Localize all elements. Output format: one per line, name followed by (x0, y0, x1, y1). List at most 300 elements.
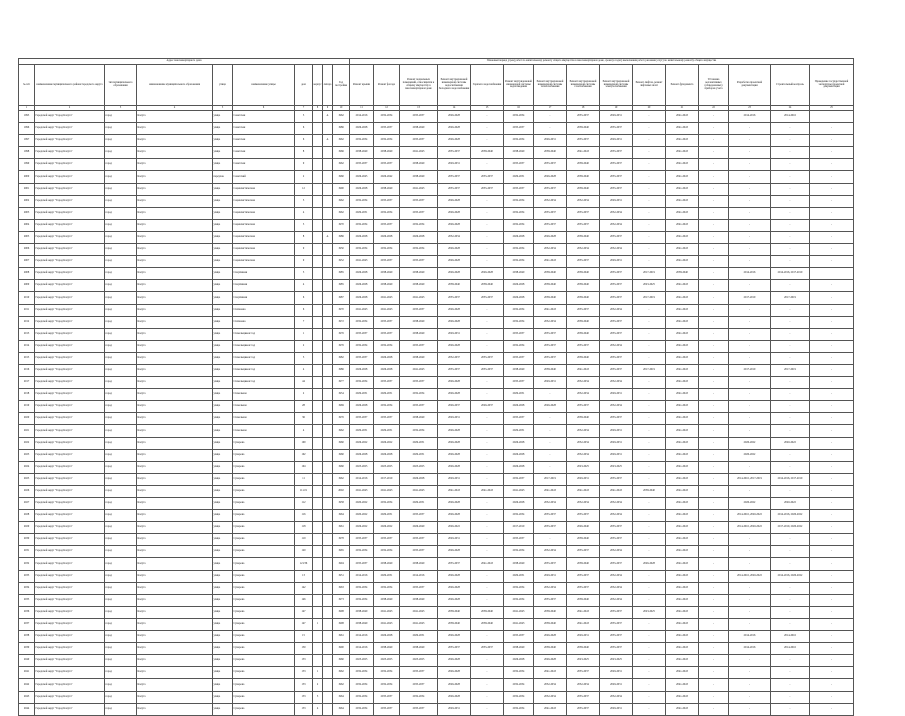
table-cell: 2038-2040 (400, 558, 438, 570)
table-cell: 2035-2037 (400, 582, 438, 594)
table-cell: 2035-2037 (567, 570, 600, 582)
table-cell: 2017-2019 (729, 364, 771, 376)
table-cell (323, 316, 333, 328)
table-cell: - (633, 147, 666, 159)
table-cell: - (471, 449, 504, 461)
table-cell: 111/21 (295, 485, 313, 497)
table-cell: - (471, 594, 504, 606)
table-cell: - (810, 655, 854, 667)
table-cell: 2041-2043 (374, 292, 400, 304)
column-header (137, 65, 213, 106)
table-cell: 2038-2040 (567, 594, 600, 606)
table-cell: Советский (233, 171, 295, 183)
table-cell: Советская (233, 111, 295, 123)
table-cell: - (471, 667, 504, 679)
table-cell: Городской округ "Город Калуга" (35, 195, 105, 207)
table-cell: 2032-2034 (600, 244, 633, 256)
table-cell: Калуга (137, 679, 213, 691)
table-cell: - (471, 703, 504, 715)
column-number: 1 (19, 106, 35, 111)
table-cell: Суворова (233, 618, 295, 630)
column-number: 18 (567, 106, 600, 111)
table-cell: Калуга (137, 389, 213, 401)
table-cell: 2035-2037 (400, 377, 438, 389)
table-cell: 2041-2043 (567, 147, 600, 159)
table-cell: 2035-2037 (438, 147, 471, 159)
table-cell: - (729, 304, 771, 316)
table-cell: 2026-2028 (633, 558, 666, 570)
table-cell: 1962 (333, 135, 350, 147)
table-cell: улица (213, 485, 233, 497)
table-cell: - (633, 195, 666, 207)
table-row (19, 328, 854, 340)
table-cell: 2035-2037 (504, 183, 534, 195)
table-cell: 2026-2028 (504, 437, 534, 449)
table-cell: 2035-2037 (534, 328, 567, 340)
table-cell: 2038-2040 (374, 280, 400, 292)
column-header (534, 65, 567, 106)
table-cell: 2026-2028 (438, 510, 471, 522)
table-cell: 2032-2034 (504, 316, 534, 328)
table-cell: 2035-2037 (438, 643, 471, 655)
table-cell: 2041-2043 (666, 534, 699, 546)
table-cell: улица (213, 231, 233, 243)
table-cell: - (534, 389, 567, 401)
table-cell: 2014-2016 (350, 643, 374, 655)
table-cell: 2035-2037 (374, 316, 400, 328)
table-cell: 2032-2034 (567, 679, 600, 691)
table-cell: - (729, 594, 771, 606)
table-cell: 2010 (19, 292, 35, 304)
table-cell: - (729, 340, 771, 352)
table-cell: 1964 (333, 510, 350, 522)
table-cell (313, 183, 323, 195)
column-header (567, 65, 600, 106)
table-cell: - (729, 231, 771, 243)
table-row (19, 207, 854, 219)
table-cell: город (105, 340, 137, 352)
table-cell: 2029-2031 (600, 437, 633, 449)
table-cell: улица (213, 183, 233, 195)
table-cell: - (633, 256, 666, 268)
table-cell: - (771, 582, 810, 594)
table-cell (313, 437, 323, 449)
table-cell: 2029-2031 (567, 631, 600, 643)
table-row (19, 280, 854, 292)
table-cell: 2041-2043 (504, 606, 534, 618)
table-cell: 2032-2034 (350, 594, 374, 606)
table-cell: Городской округ "Город Калуга" (35, 268, 105, 280)
table-cell: 3 (313, 691, 323, 703)
table-row (19, 667, 854, 679)
table-cell: 2026-2028 (438, 268, 471, 280)
table-cell: Калуга (137, 618, 213, 630)
table-cell: 2035-2037 (534, 510, 567, 522)
table-cell: 2017-2019 (534, 473, 567, 485)
table-cell: 2038-2040 (400, 594, 438, 606)
table-cell: 2032-2034 (600, 498, 633, 510)
column-number: 11 (350, 106, 374, 111)
table-cell: 2017-2019 (771, 364, 810, 376)
table-cell: 2032-2034 (600, 340, 633, 352)
table-cell: - (729, 703, 771, 715)
table-cell: 2035-2037 (567, 582, 600, 594)
table-cell: Степанова (233, 316, 295, 328)
column-header (350, 65, 374, 106)
table-cell: 2032-2034 (504, 256, 534, 268)
table-cell: - (534, 413, 567, 425)
table-cell: - (471, 231, 504, 243)
table-cell: 2029-2031 (350, 425, 374, 437)
table-cell: Городской округ "Город Калуга" (35, 280, 105, 292)
table-cell: 2038-2040 (567, 159, 600, 171)
table-cell: - (771, 534, 810, 546)
table-cell: - (699, 256, 729, 268)
table-cell: город (105, 667, 137, 679)
table-cell: Калуга (137, 207, 213, 219)
table-cell: - (633, 413, 666, 425)
table-cell: Калуга (137, 219, 213, 231)
table-row (19, 485, 854, 497)
table-cell (313, 268, 323, 280)
column-number: 13 (400, 106, 438, 111)
table-cell: - (810, 256, 854, 268)
table-cell (313, 510, 323, 522)
table-cell: - (633, 473, 666, 485)
column-number: 5 (213, 106, 233, 111)
table-cell: - (729, 183, 771, 195)
table-cell: - (771, 425, 810, 437)
table-cell: 2035-2037 (400, 135, 438, 147)
table-cell: Городской округ "Город Калуга" (35, 473, 105, 485)
table-cell: 2029-2031 (504, 570, 534, 582)
column-number: 12 (374, 106, 400, 111)
column-header-label: дом (301, 82, 306, 86)
table-cell: Калуга (137, 534, 213, 546)
table-cell: 2035-2037 (534, 340, 567, 352)
table-cell: - (534, 449, 567, 461)
table-cell: - (699, 703, 729, 715)
table-cell: - (471, 207, 504, 219)
table-cell: Городской округ "Город Калуга" (35, 413, 105, 425)
table-cell: 2038-2040 (567, 558, 600, 570)
table-cell: - (699, 618, 729, 630)
table-cell: Городской округ "Город Калуга" (35, 171, 105, 183)
table-cell: 2014-2016 (350, 631, 374, 643)
table-cell: - (771, 655, 810, 667)
table-cell: - (771, 449, 810, 461)
table-cell: 2014-2016, 2020-2022 (771, 570, 810, 582)
table-cell: город (105, 655, 137, 667)
table-cell: улица (213, 389, 233, 401)
table-cell: 2035-2037 (567, 111, 600, 123)
table-row (19, 691, 854, 703)
table-cell: - (771, 413, 810, 425)
table-cell: 2038-2040 (534, 364, 567, 376)
table-cell: 2041-2043 (666, 558, 699, 570)
table-cell: 2041-2043 (666, 364, 699, 376)
table-cell (313, 425, 323, 437)
table-cell: город (105, 389, 137, 401)
column-header (771, 65, 810, 106)
table-cell: Городской округ "Город Калуга" (35, 292, 105, 304)
table-row (19, 594, 854, 606)
column-header-label: наименование улицы (251, 82, 276, 86)
table-cell: 2041-2043 (374, 606, 400, 618)
table-cell: 2026-2022 (374, 437, 400, 449)
table-cell: - (699, 425, 729, 437)
table-cell: - (771, 558, 810, 570)
table-cell (323, 292, 333, 304)
table-cell: - (471, 461, 504, 473)
table-cell (313, 352, 323, 364)
table-cell: - (771, 123, 810, 135)
table-cell: - (810, 413, 854, 425)
table-cell: 2026-2028 (534, 401, 567, 413)
table-cell: 2026-2028 (504, 461, 534, 473)
table-cell: 1976 (333, 413, 350, 425)
table-cell: 2035-2037 (567, 667, 600, 679)
table-cell: Городской округ "Город Калуга" (35, 643, 105, 655)
table-cell: 7 (295, 316, 313, 328)
table-cell: 2041-2043 (666, 401, 699, 413)
table-cell: 2041-2043 (666, 195, 699, 207)
table-cell: 2035-2037 (350, 352, 374, 364)
table-cell: Советская (233, 147, 295, 159)
table-cell: - (699, 135, 729, 147)
table-cell: 2026-2028 (438, 123, 471, 135)
table-cell (810, 111, 854, 123)
table-cell: 2026-2028 (350, 401, 374, 413)
table-cell: улица (213, 425, 233, 437)
table-cell (323, 425, 333, 437)
table-cell: 2026-2028 (438, 244, 471, 256)
table-cell: 2032-2034 (567, 498, 600, 510)
table-cell: Суворова (233, 570, 295, 582)
table-cell: 2020-2022 (729, 437, 771, 449)
table-cell: - (771, 316, 810, 328)
table-cell: 2032-2034 (438, 231, 471, 243)
table-cell: 1961 (333, 631, 350, 643)
table-row (19, 147, 854, 159)
column-number: 10 (333, 106, 350, 111)
table-row (19, 219, 854, 231)
table-cell: 2041-2043 (666, 111, 699, 123)
table-cell: - (810, 473, 854, 485)
table-cell: 2041-2043 (666, 183, 699, 195)
table-cell: - (810, 667, 854, 679)
table-cell: 2035-2037 (374, 413, 400, 425)
table-cell: улица (213, 316, 233, 328)
table-cell (323, 631, 333, 643)
table-cell: - (810, 280, 854, 292)
table-cell: - (699, 219, 729, 231)
table-cell: - (810, 546, 854, 558)
table-cell: 2032-2034 (504, 340, 534, 352)
table-cell: Стекольщиков Сад (233, 328, 295, 340)
table-cell (810, 268, 854, 280)
table-cell: - (699, 195, 729, 207)
column-number: 20 (633, 106, 666, 111)
table-cell: 2038-2040 (567, 316, 600, 328)
table-cell: Стекольщиков Сад (233, 364, 295, 376)
column-header-label: Ремонт лифтов, ремонт лифтовых шахт (635, 81, 663, 87)
column-header (504, 65, 534, 106)
table-cell: 2035-2037 (374, 159, 400, 171)
column-header-label: Установка коллективных (общедомовых) приборов учета (704, 78, 723, 90)
table-cell: 2026-2028 (438, 219, 471, 231)
table-cell: Калуга (137, 304, 213, 316)
table-cell: - (771, 377, 810, 389)
table-cell: 1964 (333, 703, 350, 715)
table-cell: - (771, 691, 810, 703)
table-cell: 2041-2043 (666, 631, 699, 643)
table-cell: Суворова (233, 473, 295, 485)
table-cell: Суворова (233, 522, 295, 534)
table-cell: город (105, 594, 137, 606)
table-cell: 2038-2040 (374, 147, 400, 159)
table-cell: 2035-2037 (600, 316, 633, 328)
table-cell: Суворова (233, 655, 295, 667)
table-cell: - (699, 244, 729, 256)
table-cell: Суворова (233, 534, 295, 546)
table-cell: 2038-2040 (534, 643, 567, 655)
table-cell: - (729, 171, 771, 183)
table-cell: 147 (295, 618, 313, 630)
table-cell: 2035-2037 (400, 111, 438, 123)
table-row (19, 256, 854, 268)
table-cell (323, 147, 333, 159)
table-cell: 2032-2034 (504, 679, 534, 691)
table-cell (313, 546, 323, 558)
table-cell: Калуга (137, 111, 213, 123)
table-cell: улица (213, 352, 233, 364)
table-cell (323, 485, 333, 497)
table-cell (313, 534, 323, 546)
table-cell: город (105, 377, 137, 389)
table-cell: - (699, 328, 729, 340)
table-cell: 2032-2034 (374, 546, 400, 558)
table-cell: 2041-2043 (666, 135, 699, 147)
table-cell: А (323, 135, 333, 147)
table-cell: 2026-2028 (438, 377, 471, 389)
table-cell: 2035-2037 (567, 219, 600, 231)
table-row (19, 582, 854, 594)
table-cell: улица (213, 377, 233, 389)
table-cell: 2032-2034 (600, 582, 633, 594)
table-cell: город (105, 123, 137, 135)
table-cell: - (699, 280, 729, 292)
table-cell: 2 (313, 679, 323, 691)
table-cell: Городской округ "Город Калуга" (35, 340, 105, 352)
table-cell: 1951 (333, 570, 350, 582)
table-cell: 2038-2040 (350, 618, 374, 630)
table-cell: Городской округ "Город Калуга" (35, 667, 105, 679)
table-cell: улица (213, 111, 233, 123)
table-cell: - (699, 413, 729, 425)
table-cell (323, 352, 333, 364)
table-cell: 2032-2037 (438, 352, 471, 364)
table-cell: Калуга (137, 401, 213, 413)
table-cell: 2041-2043 (666, 522, 699, 534)
table-cell: - (810, 195, 854, 207)
table-cell: 2026-2028 (504, 231, 534, 243)
table-cell: 2038-2040 (471, 606, 504, 618)
column-number: 24 (771, 106, 810, 111)
table-cell: - (471, 631, 504, 643)
table-cell: 2035-2037 (567, 510, 600, 522)
table-cell: - (810, 606, 854, 618)
table-cell: - (729, 425, 771, 437)
table-body (19, 111, 854, 716)
table-row (19, 522, 854, 534)
table-cell: 1962 (333, 195, 350, 207)
table-cell: 2029-2031 (600, 703, 633, 715)
table-cell: 2032-2034 (374, 340, 400, 352)
table-cell: Городской округ "Город Калуга" (35, 449, 105, 461)
table-cell: А (323, 111, 333, 123)
table-cell: - (699, 401, 729, 413)
table-cell: 2026-2028 (504, 292, 534, 304)
table-cell: 2035-2037 (374, 219, 400, 231)
table-cell: улица (213, 655, 233, 667)
table-cell: 4 (295, 425, 313, 437)
table-cell: улица (213, 582, 233, 594)
table-cell: 1986 (333, 231, 350, 243)
table-cell: 2032-2034 (374, 667, 400, 679)
table-cell: 2035-2037 (374, 534, 400, 546)
table-cell: Социалистическая (233, 256, 295, 268)
column-header-label: Строительный контроль (776, 82, 804, 86)
table-cell: город (105, 256, 137, 268)
table-cell: 2032-2034 (350, 219, 374, 231)
table-cell: Калуга (137, 364, 213, 376)
table-cell (323, 244, 333, 256)
table-cell: - (729, 582, 771, 594)
table-cell: - (633, 207, 666, 219)
table-cell: 2026-2028 (504, 498, 534, 510)
table-cell: улица (213, 570, 233, 582)
table-cell: 2041-2043 (504, 618, 534, 630)
table-cell: - (699, 352, 729, 364)
table-cell: город (105, 207, 137, 219)
table-cell: 2026-2028 (438, 389, 471, 401)
table-cell: 1958 (333, 498, 350, 510)
table-cell: 2012 (19, 316, 35, 328)
table-cell: 2035-2037 (600, 231, 633, 243)
table-cell: 2017-2019 (633, 268, 666, 280)
table-cell: 2026-2028 (438, 340, 471, 352)
table-cell: 2035-2037 (471, 183, 504, 195)
table-cell: 2041-2043 (666, 413, 699, 425)
table-cell: - (810, 219, 854, 231)
table-cell: 2014 (19, 340, 35, 352)
table-cell: 2038-2040 (567, 268, 600, 280)
table-cell: - (633, 449, 666, 461)
table-cell: 2026-2031 (534, 135, 567, 147)
table-cell: 2026-2045 (350, 171, 374, 183)
table-cell: 2032-2034 (504, 244, 534, 256)
table-cell: 2041-2043 (666, 473, 699, 485)
table-cell: 2 (295, 389, 313, 401)
table-cell: - (729, 377, 771, 389)
table-cell (323, 667, 333, 679)
table-cell: - (729, 195, 771, 207)
table-cell: 2035-2037 (504, 328, 534, 340)
table-cell: город (105, 159, 137, 171)
table-cell: 2038-2040 (504, 147, 534, 159)
column-header (810, 65, 854, 106)
